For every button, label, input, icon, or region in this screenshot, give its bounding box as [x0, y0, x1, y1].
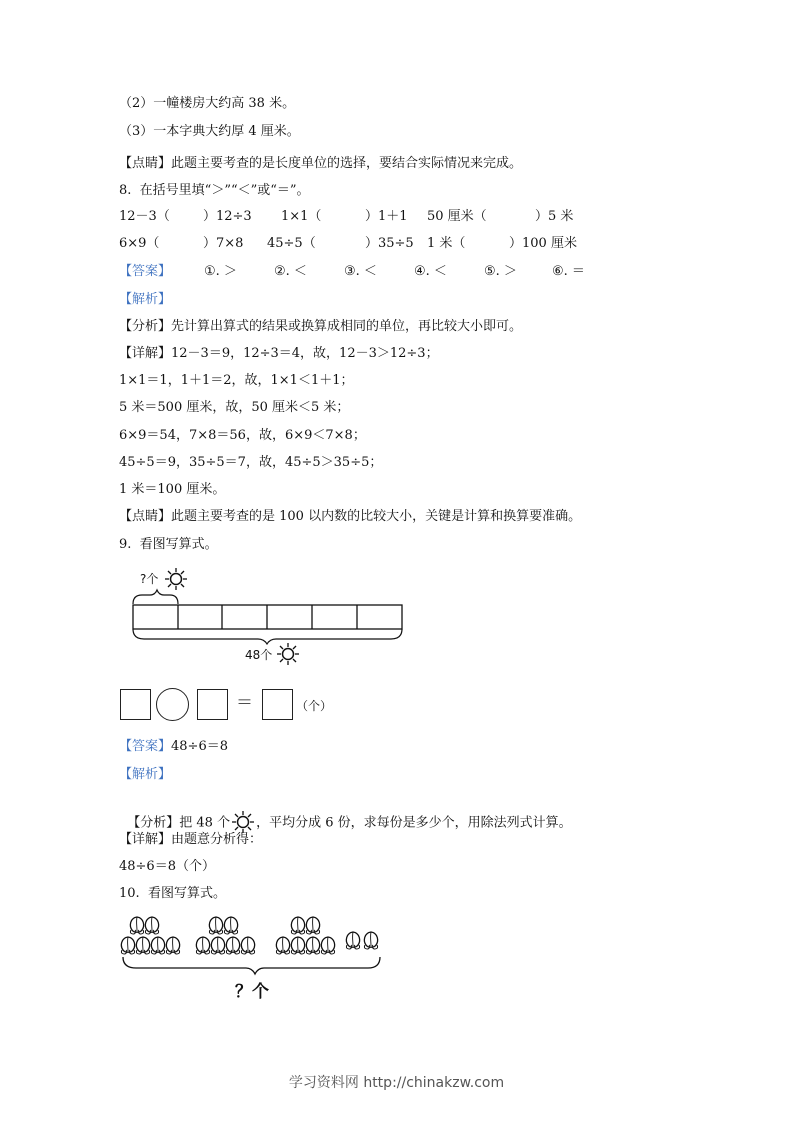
- answer-box-2[interactable]: [197, 689, 228, 720]
- q8-r1-d: ）1＋1: [365, 209, 408, 224]
- peach-icon: [224, 917, 237, 934]
- q8-fenxi: 【分析】先计算出算式的结果或换算成相同的单位，再比较大小即可。: [119, 319, 523, 334]
- item-2: （2）一幢楼房大约高 38 米。: [119, 96, 296, 111]
- q10-figure: [118, 910, 388, 1005]
- q8-r2-e: 1 米（: [427, 236, 466, 251]
- q8-r1-e: 50 厘米（: [427, 209, 487, 224]
- q8-answer-2: ②. ＜: [274, 264, 307, 279]
- q9-figure: [120, 560, 420, 670]
- q9-jiexi: 【解析】: [119, 767, 172, 782]
- q9-top-brace: [133, 590, 178, 604]
- footer-watermark: 学习资料网 http://chinakzw.com: [288, 1075, 505, 1091]
- q9-fenxi: [119, 799, 572, 832]
- q8-r1-c: 1×1（: [281, 209, 322, 224]
- q8-xiangjie-1: 【详解】12－3＝9，12÷3＝4，故，12－3＞12÷3；: [119, 346, 439, 361]
- peach-icon: [291, 937, 304, 954]
- q8-title: 8. 在括号里填“＞”“＜”或“＝”。: [119, 183, 310, 198]
- peach-icon: [166, 937, 179, 954]
- q8-answer-4: ④. ＜: [414, 264, 447, 279]
- peach-icon: [321, 937, 334, 954]
- dianjing-prev: 【点睛】此题主要考查的是长度单位的选择，要结合实际情况来完成。: [119, 156, 523, 171]
- q8-r2-b: ）7×8: [203, 236, 244, 251]
- q8-xiangjie-4: 6×9＝54，7×8＝56，故，6×9＜7×8；: [119, 428, 366, 443]
- peach-icon: [211, 937, 224, 954]
- sun-icon: [277, 643, 299, 665]
- q8-dianjing: 【点睛】此题主要考查的是 100 以内数的比较大小，关键是计算和换算要准确。: [119, 509, 582, 524]
- q10-brace: [123, 957, 380, 974]
- peach-icon: [130, 917, 143, 934]
- q8-answer-5: ⑤. ＞: [484, 264, 517, 279]
- q9-fenxi-a: 【分析】把 48 个: [127, 815, 231, 831]
- peach-group-3: [276, 917, 334, 954]
- operator-circle[interactable]: [156, 688, 189, 721]
- q8-r2-d: ）35÷5: [365, 236, 414, 251]
- q8-jiexi: 【解析】: [119, 292, 172, 307]
- q9-bottom-label: 48个: [245, 648, 273, 662]
- peach-icon: [291, 917, 304, 934]
- q8-xiangjie-2: 1×1＝1，1＋1＝2，故，1×1＜1＋1；: [119, 373, 354, 388]
- q8-xiangjie-3: 5 米＝500 厘米，故，50 厘米＜5 米；: [119, 400, 350, 415]
- peach-icon: [306, 917, 319, 934]
- q9-answer: 【答案】48÷6＝8: [119, 739, 228, 754]
- q9-bottom-brace: [133, 629, 402, 644]
- equals-sign: ＝: [236, 693, 253, 713]
- q9-answer-text: 48÷6＝8: [171, 739, 228, 754]
- peach-group-4: [346, 932, 377, 949]
- q8-r2-f: ）100 厘米: [509, 236, 577, 251]
- q10-title: 10. 看图写算式。: [119, 886, 226, 901]
- q9-top-label: ?个: [140, 572, 159, 586]
- item-3: （3）一本字典大约厚 4 厘米。: [119, 124, 300, 139]
- peach-icon: [364, 932, 377, 949]
- q9-fenxi-b: ，平均分成 6 份，求每份是多少个，用除法列式计算。: [256, 815, 572, 831]
- q8-xiangjie-6: 1 米＝100 厘米。: [119, 482, 226, 497]
- q9-result: 48÷6＝8（个）: [119, 859, 215, 874]
- q8-answer-1: ①. ＞: [204, 264, 237, 279]
- peach-group-2: [196, 917, 254, 954]
- q8-r1-a: 12－3（: [119, 209, 170, 224]
- q8-r1-f: ）5 米: [535, 209, 574, 224]
- answer-box-1[interactable]: [120, 689, 151, 720]
- peach-icon: [151, 937, 164, 954]
- peach-icon: [276, 937, 289, 954]
- peach-icon: [121, 937, 134, 954]
- peach-icon: [226, 937, 239, 954]
- peach-group-1: [121, 917, 179, 954]
- q8-answer-label: 【答案】: [119, 264, 172, 279]
- q8-r1-b: ）12÷3: [203, 209, 252, 224]
- q8-answer-6: ⑥. ＝: [552, 264, 585, 279]
- q8-answer-3: ③. ＜: [344, 264, 377, 279]
- q9-segment-bar: [133, 605, 402, 629]
- peach-icon: [196, 937, 209, 954]
- q9-title: 9. 看图写算式。: [119, 537, 218, 552]
- q8-xiangjie-5: 45÷5＝9，35÷5＝7，故，45÷5＞35÷5；: [119, 455, 383, 470]
- q10-label: ？个: [235, 982, 269, 1002]
- q9-xiangjie: 【详解】由题意分析得：: [119, 832, 263, 847]
- peach-icon: [209, 917, 222, 934]
- peach-icon: [145, 917, 158, 934]
- peach-icon: [306, 937, 319, 954]
- sun-icon: [165, 568, 187, 590]
- sun-icon: [230, 815, 256, 831]
- peach-icon: [346, 932, 359, 949]
- peach-icon: [136, 937, 149, 954]
- answer-box-3[interactable]: [262, 689, 293, 720]
- unit-label: （个）: [296, 699, 333, 713]
- q8-r2-a: 6×9（: [119, 236, 160, 251]
- peach-icon: [241, 937, 254, 954]
- q8-r2-c: 45÷5（: [267, 236, 316, 251]
